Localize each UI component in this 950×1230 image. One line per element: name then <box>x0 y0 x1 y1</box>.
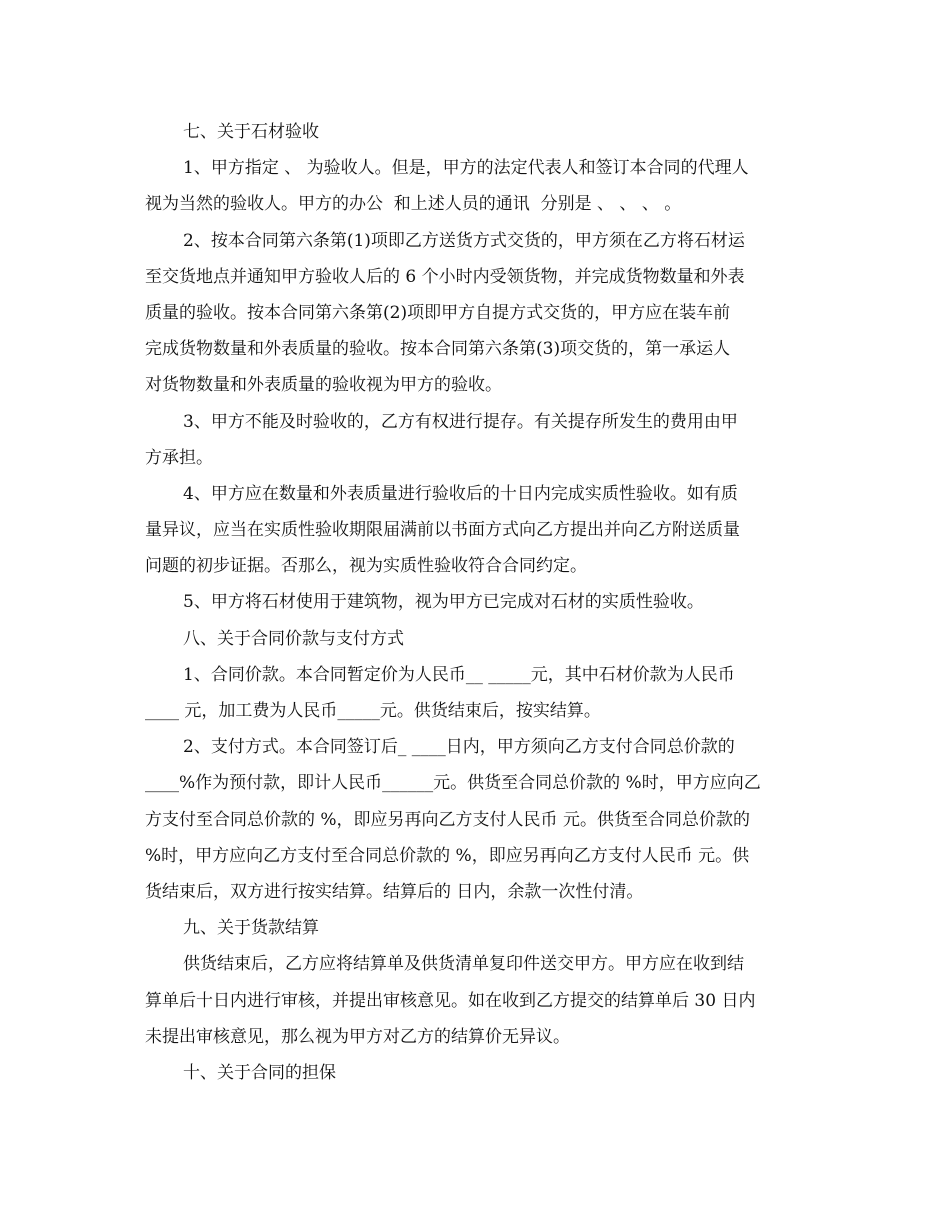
paragraph-line: 供货结束后，乙方应将结算单及供货清单复印件送交甲方。甲方应在收到结 <box>183 954 744 975</box>
document-body <box>145 114 811 1091</box>
paragraph-line: 5、甲方将石材使用于建筑物，视为甲方已完成对石材的实质性验收。 <box>183 592 704 613</box>
section-heading-stone-acceptance: 七、关于石材验收 <box>183 122 319 142</box>
paragraph-line: 量异议，应当在实质性验收期限届满前以书面方式向乙方提出并向乙方附送质量 <box>145 520 740 541</box>
paragraph-line: 算单后十日内进行审核，并提出审核意见。如在收到乙方提交的结算单后 30 日内 <box>145 990 756 1011</box>
section-heading-price-payment: 八、关于合同价款与支付方式 <box>183 628 404 649</box>
paragraph-line: 对货物数量和外表质量的验收视为甲方的验收。 <box>145 375 502 396</box>
paragraph-line: 方支付至合同总价款的 %，即应另再向乙方支付人民币 元。供货至合同总价款的 <box>145 809 750 830</box>
paragraph-line: 2、按本合同第六条第(1)项即乙方送货方式交货的，甲方须在乙方将石材运 <box>183 230 745 251</box>
paragraph-line: ____%作为预付款，即计人民币______元。供货至合同总价款的 %时，甲方应向乙 <box>145 773 761 794</box>
paragraph-line: 1、甲方指定 、 为验收人。但是，甲方的法定代表人和签订本合同的代理人 <box>183 158 749 179</box>
paragraph-line: %时，甲方应向乙方支付至合同总价款的 %，即应另再向乙方支付人民币 元。供 <box>145 845 750 866</box>
paragraph-line: 质量的验收。按本合同第六条第(2)项即甲方自提方式交货的，甲方应在装车前 <box>145 302 731 323</box>
paragraph-line: 至交货地点并通知甲方验收人后的 6 个小时内受领货物，并完成货物数量和外表 <box>145 266 745 287</box>
paragraph-line: ____ 元，加工费为人民币_____元。供货结束后，按实结算。 <box>145 701 601 721</box>
paragraph-line: 4、甲方应在数量和外表质量进行验收后的十日内完成实质性验收。如有质 <box>183 483 738 504</box>
section-heading-settlement: 九、关于货款结算 <box>183 918 319 939</box>
paragraph-line: 2、支付方式。本合同签订后_ ____日内，甲方须向乙方支付合同总价款的 <box>183 737 735 758</box>
paragraph-line: 3、甲方不能及时验收的，乙方有权进行提存。有关提存所发生的费用由甲 <box>183 411 738 432</box>
paragraph-line: 问题的初步证据。否那么，视为实质性验收符合合同约定。 <box>145 556 587 577</box>
paragraph-line: 1、合同价款。本合同暂定价为人民币__ _____元，其中石材价款为人民币 <box>183 664 735 685</box>
paragraph-line: 货结束后，双方进行按实结算。结算后的 日内，余款一次性付清。 <box>145 881 644 902</box>
paragraph-line: 未提出审核意见，那么视为甲方对乙方的结算价无异议。 <box>145 1026 570 1047</box>
paragraph-line: 完成货物数量和外表质量的验收。按本合同第六条第(3)项交货的，第一承运人 <box>145 339 731 360</box>
paragraph-line: 方承担。 <box>145 447 213 468</box>
paragraph-line: 视为当然的验收人。甲方的办公 和上述人员的通讯 分别是 、 、 、 。 <box>145 194 682 215</box>
section-heading-guarantee: 十、关于合同的担保 <box>183 1062 336 1083</box>
